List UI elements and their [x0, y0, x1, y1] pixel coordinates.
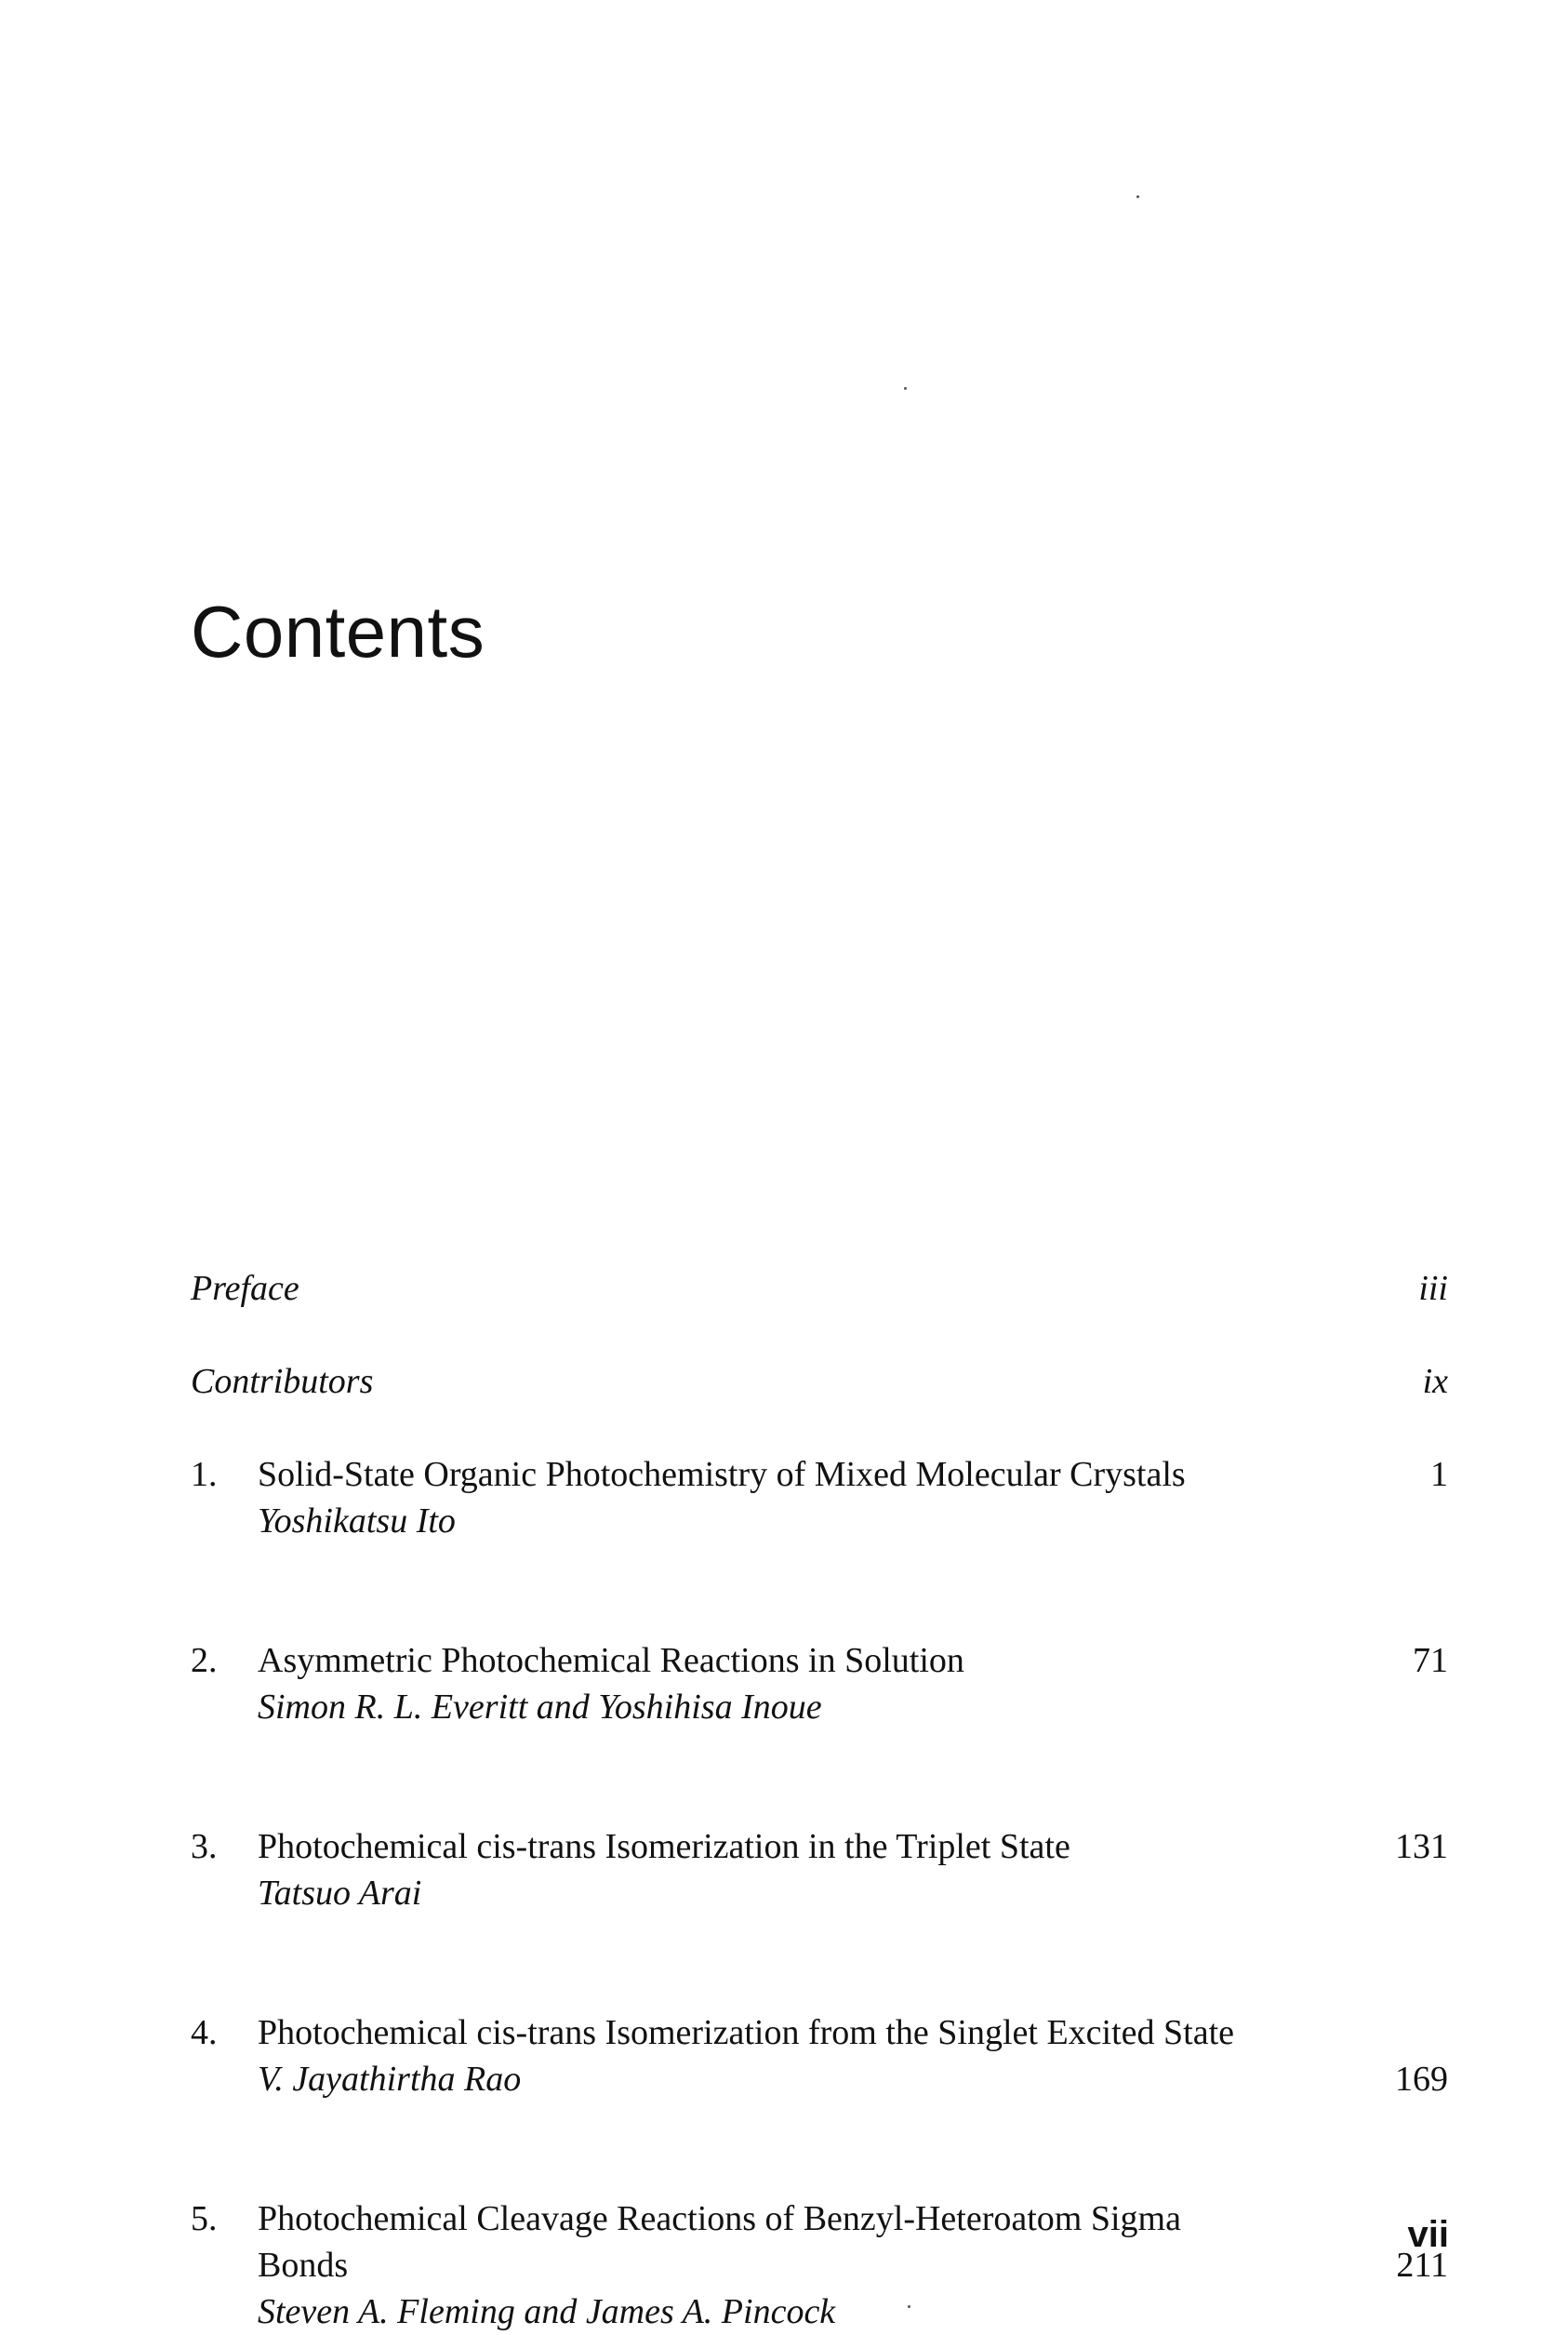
chapter-author: Yoshikatsu Ito: [258, 1501, 456, 1541]
toc-entry-title: Contributors: [191, 1362, 374, 1401]
chapter-author: Tatsuo Arai: [258, 1874, 422, 1913]
chapter-page: 211: [1396, 2246, 1448, 2285]
chapter-number: 4.: [191, 2013, 218, 2052]
table-of-contents: [191, 1265, 1448, 2335]
chapter-author: Simon R. L. Everitt and Yoshihisa Inoue: [258, 1688, 822, 1727]
chapter-page: 71: [1413, 1641, 1448, 1680]
chapter-body: [258, 1451, 1448, 1544]
scan-speck: [904, 387, 907, 390]
chapter-body: [258, 1637, 1448, 1730]
chapter-title: Photochemical Cleavage Reactions of Benzyl-Heteroatom Sigma Bonds: [258, 2199, 1181, 2285]
toc-entry-chapter-2[interactable]: [191, 1637, 1448, 1730]
toc-entry-chapter-1[interactable]: [191, 1451, 1448, 1544]
toc-entry-page: ix: [1422, 1362, 1448, 1401]
chapter-page: 1: [1430, 1455, 1448, 1494]
chapter-body: [258, 2195, 1448, 2335]
chapter-page: 131: [1395, 1827, 1448, 1866]
chapter-number: 2.: [191, 1641, 218, 1680]
chapter-title: Photochemical cis-trans Isomerization from the Singlet Excited State: [258, 2013, 1234, 2052]
chapter-number: 3.: [191, 1827, 218, 1866]
toc-entry-chapter-4[interactable]: [191, 2009, 1448, 2102]
chapter-number: 1.: [191, 1455, 218, 1494]
chapter-body: [258, 1823, 1448, 1916]
chapter-body: [258, 2009, 1448, 2102]
toc-entry-chapter-3[interactable]: [191, 1823, 1448, 1916]
toc-entry-contributors[interactable]: [191, 1358, 1448, 1405]
page-folio: vii: [1407, 2214, 1449, 2255]
toc-entry-page: iii: [1418, 1269, 1448, 1308]
toc-entry-chapter-5[interactable]: [191, 2195, 1448, 2335]
toc-entry-preface[interactable]: [191, 1265, 1448, 1312]
page-title: Contents: [191, 591, 485, 673]
chapter-title: Solid-State Organic Photochemistry of Mixed Molecular Crystals: [258, 1455, 1186, 1494]
toc-entry-title: Preface: [191, 1269, 299, 1308]
scan-speck: [1136, 195, 1139, 198]
chapter-page: 169: [1395, 2060, 1448, 2099]
chapter-title: Asymmetric Photochemical Reactions in Solution: [258, 1641, 964, 1680]
chapter-title: Photochemical cis-trans Isomerization in the Triplet State: [258, 1827, 1070, 1866]
chapter-author: V. Jayathirtha Rao: [258, 2060, 522, 2099]
chapter-author: Steven A. Fleming and James A. Pincock: [258, 2292, 836, 2331]
chapter-number: 5.: [191, 2199, 218, 2238]
